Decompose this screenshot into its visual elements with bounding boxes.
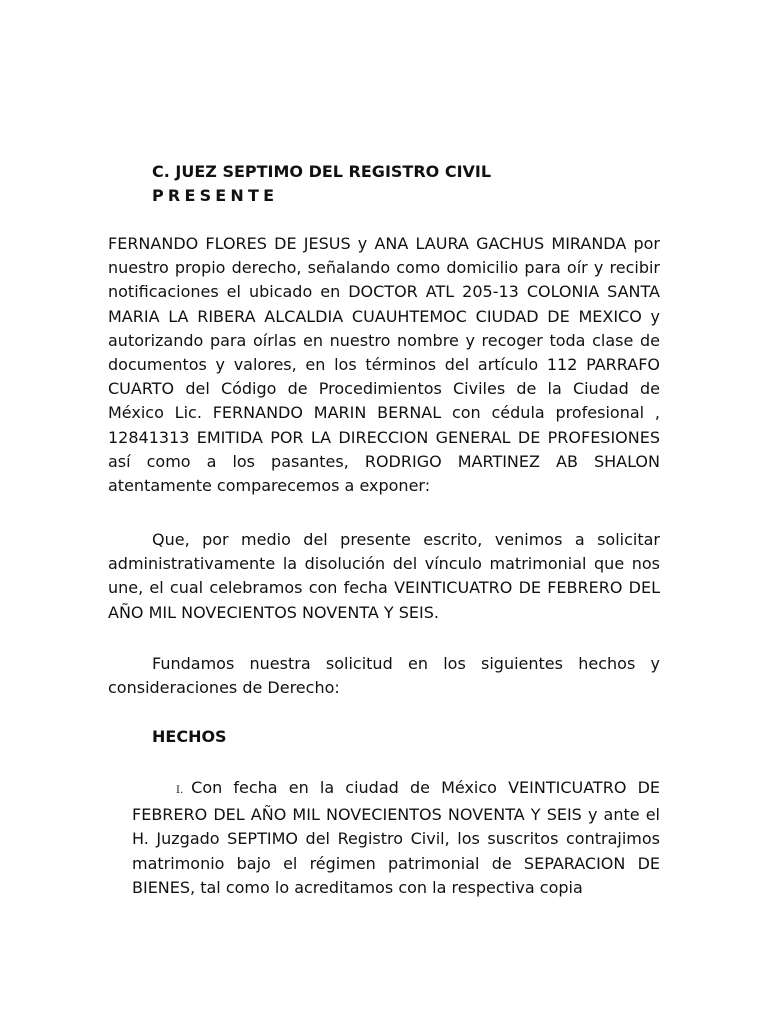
fact-item [132, 776, 660, 900]
hechos-heading: HECHOS [152, 727, 227, 746]
addressee-block [152, 160, 491, 208]
fact-numeral: I. [176, 785, 184, 796]
fact-text: Con fecha en la ciudad de México VEINTICUATRO DE FEBRERO DEL AÑO MIL NOVECIENTOS NOVENTA Y SEIS y ante el H. Juzgado SEPTIMO del Registro Civil, los suscritos contrajimos matrimonio bajo el régimen patrimonial de SEPARACION DE BIENES, tal como lo acreditamos con la respectiva copia [132, 778, 660, 897]
addressee-judge: C. JUEZ SEPTIMO DEL REGISTRO CIVIL [152, 162, 492, 181]
intro-paragraph: FERNANDO FLORES DE JESUS y ANA LAURA GACHUS MIRANDA por nuestro propio derecho, señalando como domicilio para oír y recibir notificaciones el ubicado en DOCTOR ATL 205-13 COLONIA SANTA MARIA LA RIBERA ALCALDIA CUAUHTEMOC CIUDAD DE MEXICO y autorizando para oírlas en nuestro nombre y recoger toda clase de documentos y valores, en los términos del artículo 112 PARRAFO CUARTO del Código de Procedimientos Civiles de la Ciudad de México Lic. FERNANDO MARIN BERNAL con cédula profesional , 12841313 EMITIDA POR LA DIRECCION GENERAL DE PROFESIONES así como a los pasantes, RODRIGO MARTINEZ AB SHALON atentamente comparecemos a exponer: [108, 234, 660, 496]
addressee-presente: PRESENTE [152, 186, 279, 205]
grounds-paragraph: Fundamos nuestra solicitud en los siguientes hechos y consideraciones de Derecho: [108, 654, 660, 698]
request-paragraph: Que, por medio del presente escrito, venimos a solicitar administrativamente la disolución del vínculo matrimonial que nos une, el cual celebramos con fecha VEINTICUATRO DE FEBRERO DEL AÑO MIL NOVECIENTOS NOVENTA Y SEIS. [108, 530, 660, 622]
